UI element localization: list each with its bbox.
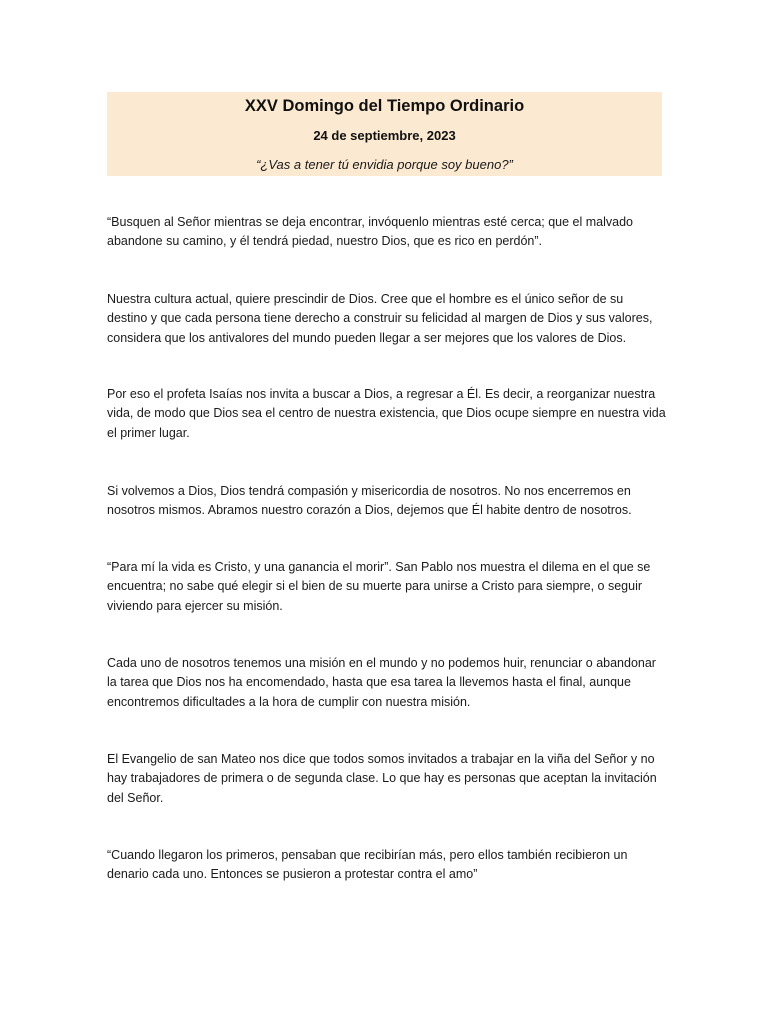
paragraph-6: Cada uno de nosotros tenemos una misión en el mundo y no podemos huir, renunciar o abandonar la tarea que Dios nos ha encomendado, hasta que esa tarea la llevemos hasta el final, aunque encontremos dificultades a la hora de cumplir con nuestra misión. (107, 656, 656, 709)
paragraph-7: El Evangelio de san Mateo nos dice que todos somos invitados a trabajar en la viña del Señor y no hay trabajadores de primera o de segunda clase. Lo que hay es personas que aceptan la invitación del Señor. (107, 752, 657, 805)
paragraph-1: “Busquen al Señor mientras se deja encontrar, invóquenlo mientras esté cerca; que el malvado abandone su camino, y él tendrá piedad, nuestro Dios, que es rico en perdón”. (107, 215, 633, 249)
paragraph-8: “Cuando llegaron los primeros, pensaban que recibirían más, pero ellos también recibieron un denario cada uno. Entonces se pusieron a protestar contra el amo” (107, 848, 628, 882)
paragraph-4: Si volvemos a Dios, Dios tendrá compasión y misericordia de nosotros. No nos encerremos en nosotros mismos. Abramos nuestro corazón a Dios, dejemos que Él habite dentro de nosotros. (107, 484, 632, 518)
paragraph-5: “Para mí la vida es Cristo, y una ganancia el morir”. San Pablo nos muestra el dilema en el que se encuentra; no sabe qué elegir si el bien de su muerte para unirse a Cristo para siempre, o seguir viviendo para ejercer su misión. (107, 560, 651, 613)
paragraph-3: Por eso el profeta Isaías nos invita a buscar a Dios, a regresar a Él. Es decir, a reorganizar nuestra vida, de modo que Dios sea el centro de nuestra existencia, que Dios ocupe siempre en nuestra vida el primer lugar. (107, 387, 666, 440)
title-banner (107, 92, 662, 176)
document-subtitle-quote: “¿Vas a tener tú envidia porque soy bueno?” (256, 157, 513, 172)
document-title: XXV Domingo del Tiempo Ordinario (244, 97, 525, 115)
document-date: 24 de septiembre, 2023 (313, 128, 456, 143)
paragraph-2: Nuestra cultura actual, quiere prescindir de Dios. Cree que el hombre es el único señor de su destino y que cada persona tiene derecho a construir su felicidad al margen de Dios y sus valores, considera que los antivalores del mundo pueden llegar a ser mejores que los valores de Dios. (107, 292, 653, 345)
